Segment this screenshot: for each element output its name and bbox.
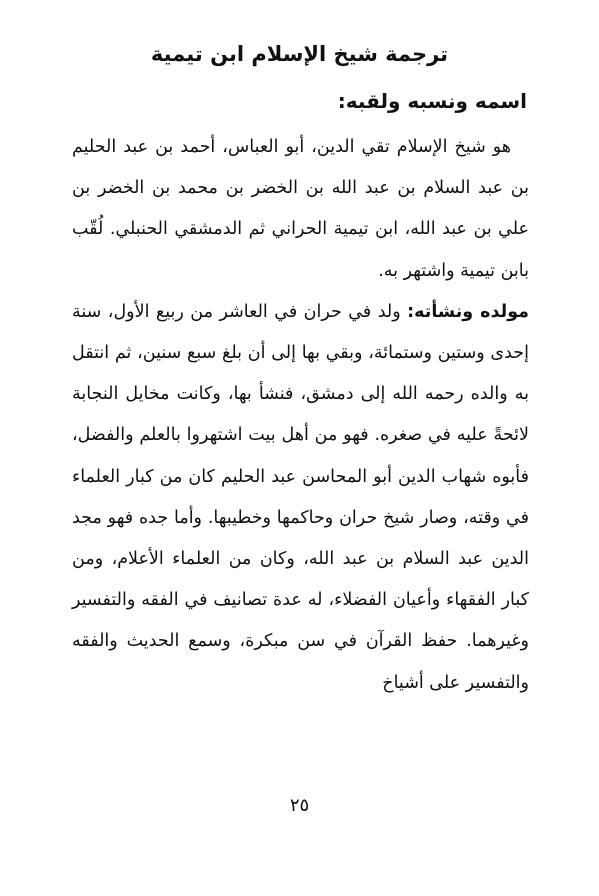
section-heading: اسمه ونسبه ولقبه:	[337, 89, 527, 113]
page-number: ٢٥	[289, 795, 310, 816]
paragraph-birth-text: ولد في حران في العاشر من ربيع الأول، سنة إحدى وستين وستمائة، وبقي بها إلى أن بلغ سبع سنين، ثم انتقل به والده رحمه الله إلى دمشق، فنشأ بها، وكانت مخايل النجابة لائحةً عليه في صغره. فهو من أهل بيت اشتهروا بالعلم والفضل، فأبوه شهاب الدين أبو المحاسن عبد الحليم كان من كبار العلماء في وقته، وصار شيخ حران وحاكمها وخطيبها. وأما جده فهو مجد الدين عبد السلام بن عبد الله، وكان من العلماء الأعلام، ومن كبار الفقهاء وأعيان الفضلاء، له عدة تصانيف في الفقه والتفسير وغيرهما. حفظ القرآن في سن مبكرة، وسمع الحديث والفقه والتفسير على أشياخ	[72, 301, 529, 693]
body-text	[72, 127, 529, 704]
page-title: ترجمة شيخ الإسلام ابن تيمية	[150, 42, 449, 66]
paragraph-lead-heading: مولده ونشأته:	[407, 301, 529, 322]
paragraph-name-lineage: هو شيخ الإسلام تقي الدين، أبو العباس، أحمد بن عبد الحليم بن عبد السلام بن عبد الله بن الخضر بن محمد بن الخضر بن علي بن عبد الله، ابن تيمية الحراني ثم الدمشقي الحنبلي. لُقّب بابن تيمية واشتهر به.	[72, 137, 529, 281]
paragraph-birth-upbringing	[72, 292, 529, 704]
